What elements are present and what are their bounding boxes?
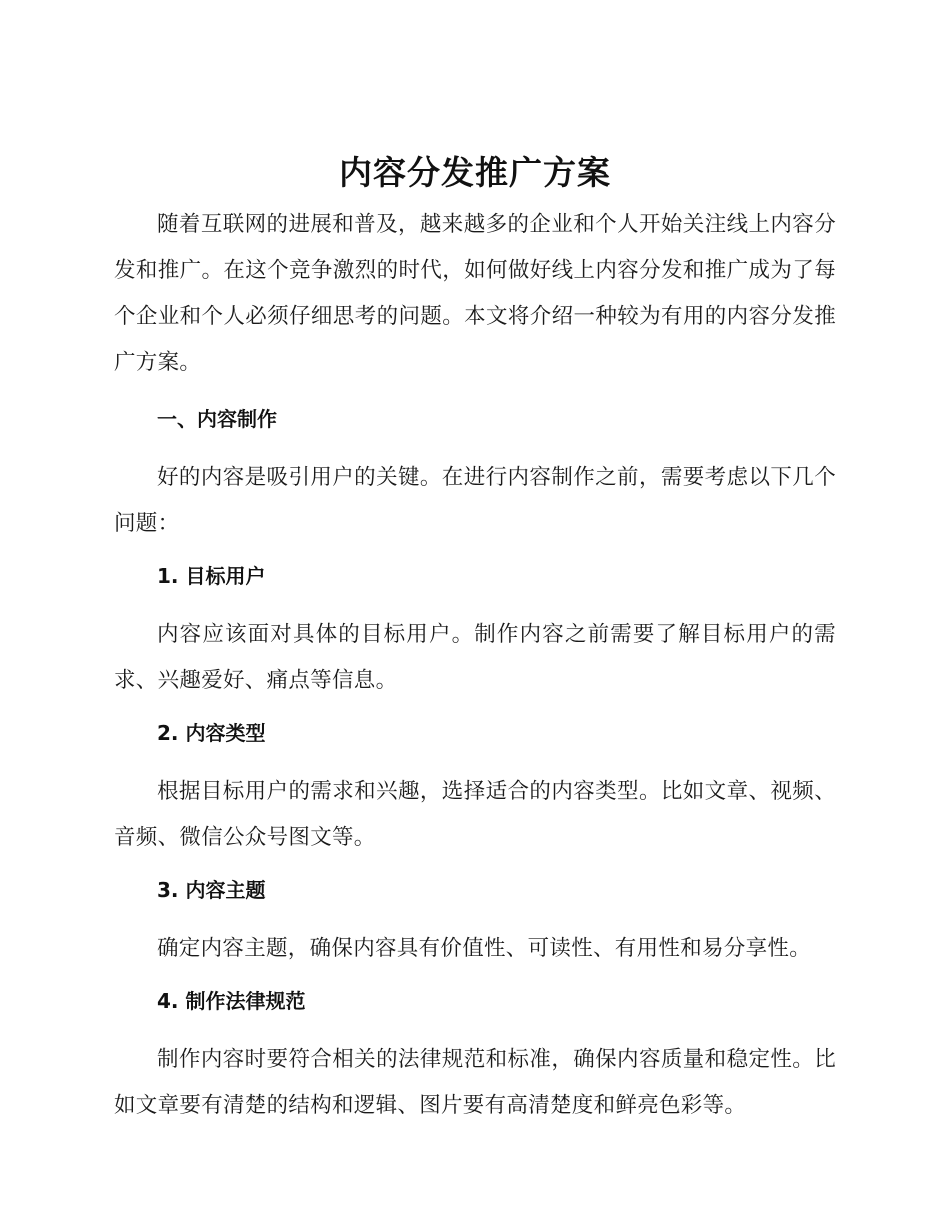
section-heading-content-production: 一、内容制作	[157, 407, 277, 431]
document-title: 内容分发推广方案	[339, 153, 611, 192]
item-paragraph-target-users: 内容应该面对具体的目标用户。制作内容之前需要了解目标用户的需求、兴趣爱好、痛点等信息。	[114, 622, 836, 693]
intro-paragraph: 随着互联网的进展和普及，越来越多的企业和个人开始关注线上内容分发和推广。在这个竞争激烈的时代，如何做好线上内容分发和推广成为了每个企业和个人必须仔细思考的问题。本文将介绍一种较为有用的内容分发推广方案。	[114, 212, 836, 375]
item-heading-target-users: 1. 目标用户	[157, 564, 266, 588]
item-heading-legal-norms: 4. 制作法律规范	[157, 989, 306, 1013]
item-heading-content-type: 2. 内容类型	[157, 721, 266, 745]
item-paragraph-content-topic: 确定内容主题，确保内容具有价值性、可读性、有用性和易分享性。	[157, 936, 812, 961]
item-paragraph-legal-norms: 制作内容时要符合相关的法律规范和标准，确保内容质量和稳定性。比如文章要有清楚的结构和逻辑、图片要有高清楚度和鲜亮色彩等。	[114, 1047, 836, 1118]
item-heading-content-topic: 3. 内容主题	[157, 878, 266, 902]
section-paragraph: 好的内容是吸引用户的关键。在进行内容制作之前，需要考虑以下几个问题：	[114, 465, 836, 536]
item-paragraph-content-type: 根据目标用户的需求和兴趣，选择适合的内容类型。比如文章、视频、音频、微信公众号图文等。	[114, 779, 836, 850]
